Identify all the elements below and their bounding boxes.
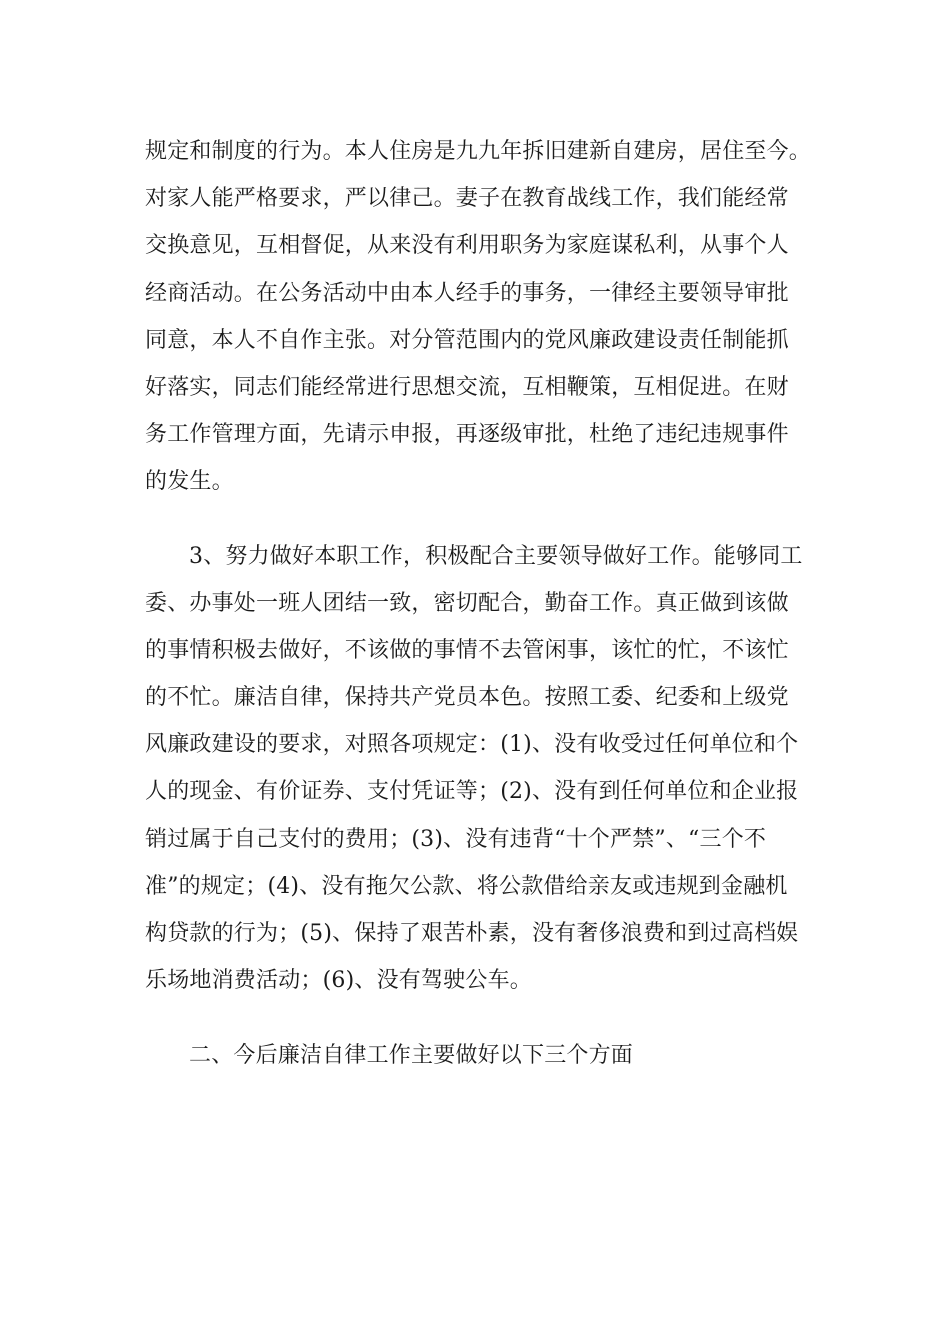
paragraph-spacer [145,1004,810,1032]
text-line: 的不忙。廉洁自律，保持共产党员本色。按照工委、纪委和上级党 [145,685,789,711]
text-line: 对家人能严格要求，严以律己。妻子在教育战线工作，我们能经常 [145,186,789,212]
text-line: 乐场地消费活动；(6)、没有驾驶公车。 [145,968,532,994]
text-line: 的发生。 [145,469,234,495]
text-line: 好落实，同志们能经常进行思想交流，互相鞭策，互相促进。在财 [145,374,789,400]
section-heading [145,1032,810,1079]
text-line: 人的现金、有价证券、支付凭证等；(2)、没有到任何单位和企业报 [145,779,799,805]
paragraph-1 [145,128,810,506]
text-line: 3、努力做好本职工作，积极配合主要领导做好工作。能够同工 [189,543,803,569]
text-line: 务工作管理方面，先请示申报，再逐级审批，杜绝了违纪违规事件 [145,422,789,448]
text-line: 风廉政建设的要求，对照各项规定：(1)、没有收受过任何单位和个 [145,732,799,758]
text-line: 同意，本人不自作主张。对分管范围内的党风廉政建设责任制能抓 [145,327,789,353]
text-line: 交换意见，互相督促，从来没有利用职务为家庭谋私利，从事个人 [145,233,789,259]
text-line: 销过属于自己支付的费用；(3)、没有违背“十个严禁”、“三个不 [145,826,767,852]
paragraph-spacer [145,506,810,533]
paragraph-2 [145,533,810,1005]
text-line: 构贷款的行为；(5)、保持了艰苦朴素，没有奢侈浪费和到过高档娱 [145,921,799,946]
text-line: 准”的规定；(4)、没有拖欠公款、将公款借给亲友或违规到金融机 [145,873,788,899]
document-body [145,128,810,1080]
text-line: 委、办事处一班人团结一致，密切配合，勤奋工作。真正做到该做 [145,590,789,616]
text-line: 经商活动。在公务活动中由本人经手的事务，一律经主要领导审批 [145,280,789,306]
text-line: 的事情积极去做好，不该做的事情不去管闲事，该忙的忙，不该忙 [145,637,789,663]
heading-line: 二、今后廉洁自律工作主要做好以下三个方面 [189,1043,634,1069]
text-line: 规定和制度的行为。本人住房是九九年拆旧建新自建房，居住至今。 [145,139,812,164]
